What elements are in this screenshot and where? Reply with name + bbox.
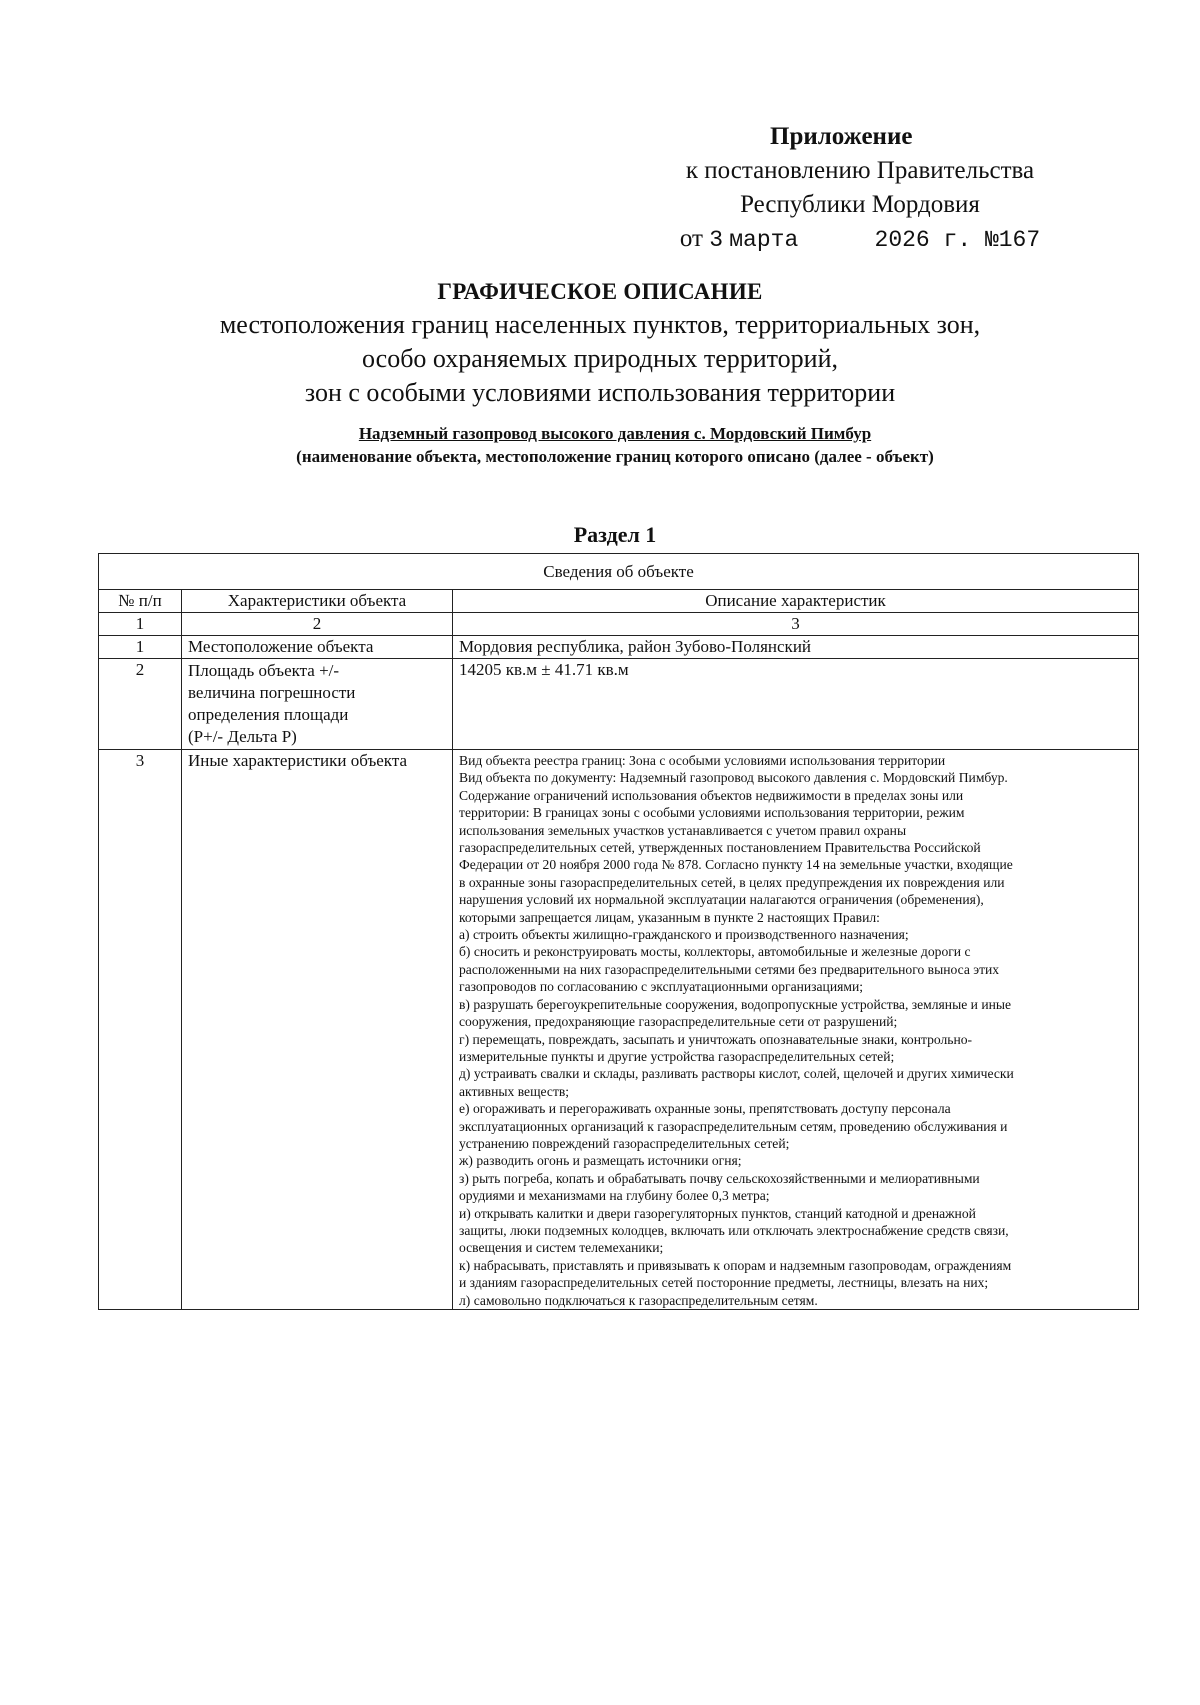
detail-line: которыми запрещается лицам, указанным в пункте 2 настоящих Правил: <box>459 909 880 925</box>
detail-line: использования земельных участков устанавливается с учетом правил охраны <box>459 822 907 838</box>
detail-line: газопроводов по согласованию с эксплуатационными организациями; <box>459 979 864 995</box>
row-characteristic: Местоположение объекта <box>182 636 453 659</box>
table-title: Сведения об объекте <box>99 554 1139 590</box>
document-heading: ГРАФИЧЕСКОЕ ОПИСАНИЕ <box>437 279 763 304</box>
resolution-number: 167 <box>998 227 1041 253</box>
object-caption: (наименование объекта, местоположение границ которого описано (далее - объект) <box>296 447 934 466</box>
detail-line: г) перемещать, повреждать, засыпать и уничтожать опознавательные знаки, контрольно- <box>459 1031 973 1047</box>
date-prefix: от <box>679 225 703 252</box>
column-number-row <box>99 613 1139 636</box>
detail-line: территории: В границах зоны с особыми условиями использования территории, режим <box>459 805 965 821</box>
detail-line: и зданиям газораспределительных сетей посторонние предметы, лестницы, влезать на них; <box>459 1275 989 1291</box>
detail-line: орудиями и механизмами на глубину более 0,3 метра; <box>459 1188 770 1204</box>
appendix-block <box>600 120 1120 257</box>
column-number-1: 1 <box>99 613 182 636</box>
area-label-line-2: величина погрешности <box>188 683 356 702</box>
row-description-details <box>453 750 1139 1310</box>
detail-line: освещения и систем телемеханики; <box>459 1240 664 1256</box>
detail-line: Вид объекта реестра границ: Зона с особыми условиями использования территории <box>459 753 946 768</box>
detail-line: в охранные зоны газораспределительных сетей, в целях предупреждения их повреждения или <box>459 874 1005 890</box>
detail-line: эксплуатационных организаций к газораспределительным сетям, проведению обслуживания и <box>459 1118 1008 1134</box>
detail-line: л) самовольно подключаться к газораспределительным сетям. <box>459 1292 818 1308</box>
row-number: 1 <box>99 636 182 659</box>
object-block <box>0 423 1200 469</box>
detail-line: сооружения, предохраняющие газораспределительные сети от разрушений; <box>459 1014 898 1030</box>
detail-line: нарушения условий их нормальной эксплуатации налагаются ограничения (обременения), <box>459 892 984 908</box>
object-name: Надземный газопровод высокого давления с. Мордовский Пимбур <box>358 424 872 443</box>
row-description: 14205 кв.м ± 41.71 кв.м <box>453 659 1139 750</box>
header-characteristic: Характеристики объекта <box>182 590 453 613</box>
row-characteristic <box>182 659 453 750</box>
detail-line: Федерации от 20 ноября 2000 года № 878. Согласно пункту 14 на земельные участки, входящие <box>459 857 1013 873</box>
area-label-line-1: Площадь объекта +/- <box>188 661 340 680</box>
detail-line: к) набрасывать, приставлять и привязывать к опорам и надземным газопроводам, ограждениям <box>459 1257 1012 1273</box>
detail-line: з) рыть погреба, копать и обрабатывать почву сельскохозяйственными и мелиоративными <box>459 1170 980 1186</box>
detail-line: активных веществ; <box>459 1083 570 1099</box>
detail-line: Вид объекта по документу: Надземный газопровод высокого давления с. Мордовский Пимбур. <box>459 770 1008 786</box>
detail-line: устранению повреждений газораспределительных сетей; <box>459 1135 790 1151</box>
appendix-line-1: к постановлению Правительства <box>685 157 1035 184</box>
section-title: Раздел 1 <box>573 522 657 547</box>
date-year: 2026 г. № <box>874 227 999 253</box>
row-number: 2 <box>99 659 182 750</box>
detail-line: ж) разводить огонь и размещать источники огня; <box>459 1153 742 1169</box>
date-month: марта <box>729 227 799 253</box>
date-day: 3 <box>709 227 723 253</box>
document-title <box>0 276 1200 410</box>
document-subtitle-2: особо охраняемых природных территорий, <box>362 344 838 373</box>
header-number: № п/п <box>99 590 182 613</box>
table-row <box>99 636 1139 659</box>
detail-line: защиты, люки подземных колодцев, включать или отключать электроснабжение средств связи, <box>459 1222 1009 1238</box>
detail-line: д) устраивать свалки и склады, разливать растворы кислот, солей, щелочей и других химически <box>459 1066 1014 1082</box>
document-subtitle-1: местоположения границ населенных пунктов, территориальных зон, <box>219 310 981 339</box>
row-description: Мордовия республика, район Зубово-Полянский <box>453 636 1139 659</box>
header-description: Описание характеристик <box>453 590 1139 613</box>
row-number: 3 <box>99 750 182 1310</box>
appendix-title: Приложение <box>770 123 913 150</box>
detail-line: б) сносить и реконструировать мосты, коллекторы, автомобильные и железные дороги с <box>459 944 971 960</box>
detail-line: е) огораживать и перегораживать охранные зоны, препятствовать доступу персонала <box>459 1101 951 1117</box>
area-label-line-3: определения площади <box>188 705 349 724</box>
column-number-3: 3 <box>453 613 1139 636</box>
detail-line: газораспределительных сетей, утвержденных постановлением Правительства Российской <box>459 840 981 856</box>
detail-line: и) открывать калитки и двери газорегуляторных пунктов, станций катодной и дренажной <box>459 1205 976 1221</box>
document-subtitle-3: зон с особыми условиями использования территории <box>304 378 896 407</box>
object-info-table <box>98 553 1139 1310</box>
area-label-line-4: (P+/- Дельта P) <box>188 727 297 746</box>
detail-line: расположенными на них газораспределительными сетями без предварительного выноса этих <box>459 961 1000 977</box>
column-number-2: 2 <box>182 613 453 636</box>
detail-line: измерительные пункты и другие устройства газораспределительных сетей; <box>459 1048 895 1064</box>
appendix-line-2: Республики Мордовия <box>740 191 980 218</box>
detail-line: в) разрушать берегоукрепительные сооружения, водопропускные устройства, земляные и иные <box>459 996 1012 1012</box>
table-row <box>99 659 1139 750</box>
detail-line: Содержание ограничений использования объектов недвижимости в пределах зоны или <box>459 787 964 803</box>
table-row <box>99 750 1139 1310</box>
table-title-row <box>99 554 1139 590</box>
detail-line: а) строить объекты жилищно-гражданского и производственного назначения; <box>459 927 909 943</box>
row-characteristic: Иные характеристики объекта <box>182 750 453 1310</box>
appendix-date <box>600 222 1120 257</box>
table-header-row <box>99 590 1139 613</box>
